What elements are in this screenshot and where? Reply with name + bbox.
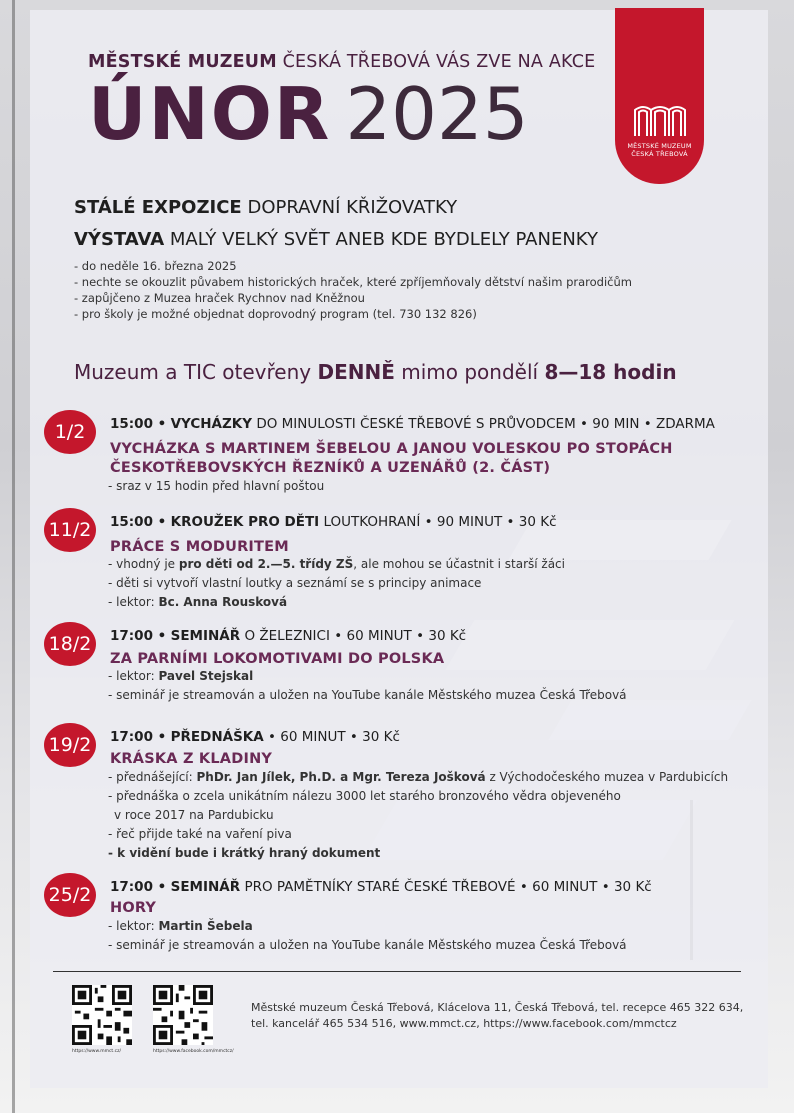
exhibition-notes: - do neděle 16. března 2025 - nechte se okouzlit půvabem historických hraček, které zpříjemňovaly dětství našim prarodičům - zapůjčeno z Muzea hraček Rychnov nad Kněžnou - pro školy je možné objednat doprovodný program (tel. 730 132 826) [74,259,632,321]
museum-logo-badge [615,8,704,184]
event-meta: 17:00 • PŘEDNÁŠKA • 60 MINUT • 30 Kč [110,729,400,745]
museum-logo-icon [631,102,689,138]
qr-code-website[interactable] [72,985,132,1045]
event-1 [44,410,764,493]
qr-caption: https://www.mmct.cz/ [72,1049,121,1054]
footer-contact: Městské muzeum Česká Třebová, Klácelova 11, Česká Třebová, tel. recepce 465 322 634, tel. kancelář 465 534 516, www.mmct.cz, https://www.facebook.com/mmctcz [251,1001,744,1030]
event-title: VYCHÁZKA S MARTINEM ŠEBELOU A JANOU VOLESKOU PO STOPÁCH ČESKOTŘEBOVSKÝCH ŘEZNÍKŮ A UZENÁŘŮ (2. ČÁST) [110,441,673,476]
event-meta: 17:00 • SEMINÁŘ PRO PAMĚTNÍKY STARÉ ČESKÉ TŘEBOVÉ • 60 MINUT • 30 Kč [110,879,652,895]
event-details: - sraz v 15 hodin před hlavní poštou [108,479,325,493]
event-3 [44,622,764,702]
logo-text: MĚSTSKÉ MUZEUM ČESKÁ TŘEBOVÁ [627,142,692,158]
event-meta: 15:00 • VYCHÁZKY DO MINULOSTI ČESKÉ TŘEBOVÉ S PRŮVODCEM • 90 MIN • ZDARMA [110,416,715,432]
event-5 [44,873,764,963]
exhibition-title: VÝSTAVA MALÝ VELKÝ SVĚT ANEB KDE BYDLELY PANENKY [74,229,598,250]
event-date-badge: 19/2 [44,723,96,767]
event-date-badge: 25/2 [44,873,96,917]
event-title: ZA PARNÍMI LOKOMOTIVAMI DO POLSKA [110,651,445,667]
event-details: - přednášející: PhDr. Jan Jílek, Ph.D. a Mgr. Tereza Jošková z Východočeského muzea v Pardubicích - přednáška o zcela unikátním nálezu 3000 let starého bronzového vědra objeveného v roce 2017 na Pardubicku - řeč přijde také na vaření piva - k vidění bude i krátký hraný dokument [108,770,729,860]
header-invite: MĚSTSKÉ MUZEUM ČESKÁ TŘEBOVÁ VÁS ZVE NA AKCE [88,52,596,72]
opening-hours: Muzeum a TIC otevřeny DENNĚ mimo pondělí 8—18 hodin [74,360,677,384]
event-4 [44,723,764,863]
permanent-exposition: STÁLÉ EXPOZICE DOPRAVNÍ KŘIŽOVATKY [74,197,458,218]
qr-code-icon [72,985,132,1045]
page-title: ÚNOR 2025 [88,72,529,156]
footer-divider [53,971,741,972]
qr-caption: https://www.facebook.com/mmctcz/ [153,1049,234,1054]
event-details: - vhodný je pro děti od 2.—5. třídy ZŠ, ale mohou se účastnit i starší žáci - děti si vytvoří vlastní loutky a seznámí se s principy animace - lektor: Bc. Anna Rousková [108,557,565,609]
event-details: - lektor: Martin Šebela - seminář je streamován a uložen na YouTube kanále Městského muzea Česká Třebová [108,919,627,952]
event-title: HORY [110,900,157,916]
event-title: PRÁCE S MODURITEM [110,539,289,555]
event-2 [44,508,764,608]
event-date-badge: 11/2 [44,508,96,552]
qr-code-facebook[interactable] [153,985,213,1045]
qr-code-icon [153,985,213,1045]
event-date-badge: 1/2 [44,410,96,454]
event-details: - lektor: Pavel Stejskal - seminář je streamován a uložen na YouTube kanále Městského muzea Česká Třebová [108,669,627,702]
event-date-badge: 18/2 [44,622,96,666]
event-title: KRÁSKA Z KLADINY [110,751,273,767]
event-meta: 15:00 • KROUŽEK PRO DĚTI LOUTKOHRANÍ • 90 MINUT • 30 Kč [110,514,557,530]
event-meta: 17:00 • SEMINÁŘ O ŽELEZNICI • 60 MINUT • 30 Kč [110,628,467,644]
